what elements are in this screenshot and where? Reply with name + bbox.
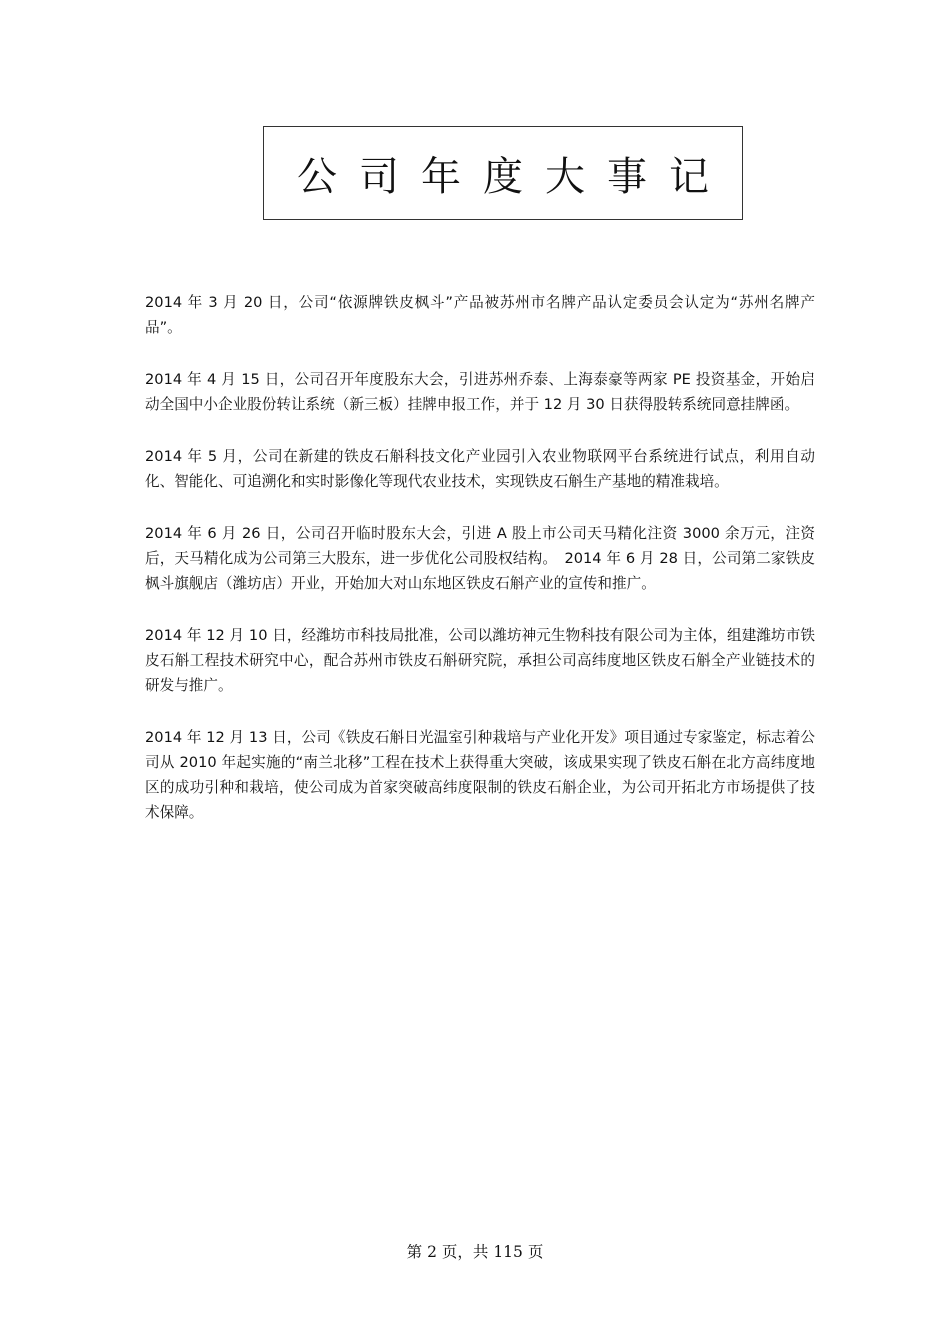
event-paragraph-1: 2014 年 3 月 20 日，公司“依源牌铁皮枫斗”产品被苏州市名牌产品认定委员会认定为“苏州名牌产品”。 xyxy=(145,294,815,336)
document-body xyxy=(145,290,815,852)
document-title: 公司年度大事记 xyxy=(297,153,731,200)
event-paragraph-4: 2014 年 6 月 26 日，公司召开临时股东大会，引进 A 股上市公司天马精化注资 3000 余万元，注资后，天马精化成为公司第三大股东，进一步优化公司股权结构。 2014 年 6 月 28 日，公司第二家铁皮枫斗旗舰店（潍坊店）开业，开始加大对山东地区铁皮石斛产业的宣传和推广。 xyxy=(145,525,815,592)
page-footer: 第 2 页，共 115 页 xyxy=(406,1243,544,1261)
event-paragraph-3: 2014 年 5 月，公司在新建的铁皮石斛科技文化产业园引入农业物联网平台系统进行试点，利用自动化、智能化、可追溯化和实时影像化等现代农业技术，实现铁皮石斛生产基地的精准栽培。 xyxy=(145,448,815,490)
event-paragraph-5: 2014 年 12 月 10 日，经潍坊市科技局批准，公司以潍坊神元生物科技有限公司为主体，组建潍坊市铁皮石斛工程技术研究中心，配合苏州市铁皮石斛研究院，承担公司高纬度地区铁皮石斛全产业链技术的研发与推广。 xyxy=(145,627,815,694)
event-paragraph-2: 2014 年 4 月 15 日，公司召开年度股东大会，引进苏州乔泰、上海泰豪等两家 PE 投资基金，开始启动全国中小企业股份转让系统（新三板）挂牌申报工作，并于 12 月 30 日获得股转系统同意挂牌函。 xyxy=(145,371,815,413)
title-box xyxy=(263,126,743,220)
event-paragraph-6: 2014 年 12 月 13 日，公司《铁皮石斛日光温室引种栽培与产业化开发》项目通过专家鉴定，标志着公司从 2010 年起实施的“南兰北移”工程在技术上获得重大突破，该成果实现了铁皮石斛在北方高纬度地区的成功引种和栽培，使公司成为首家突破高纬度限制的铁皮石斛企业，为公司开拓北方市场提供了技术保障。 xyxy=(145,729,815,821)
